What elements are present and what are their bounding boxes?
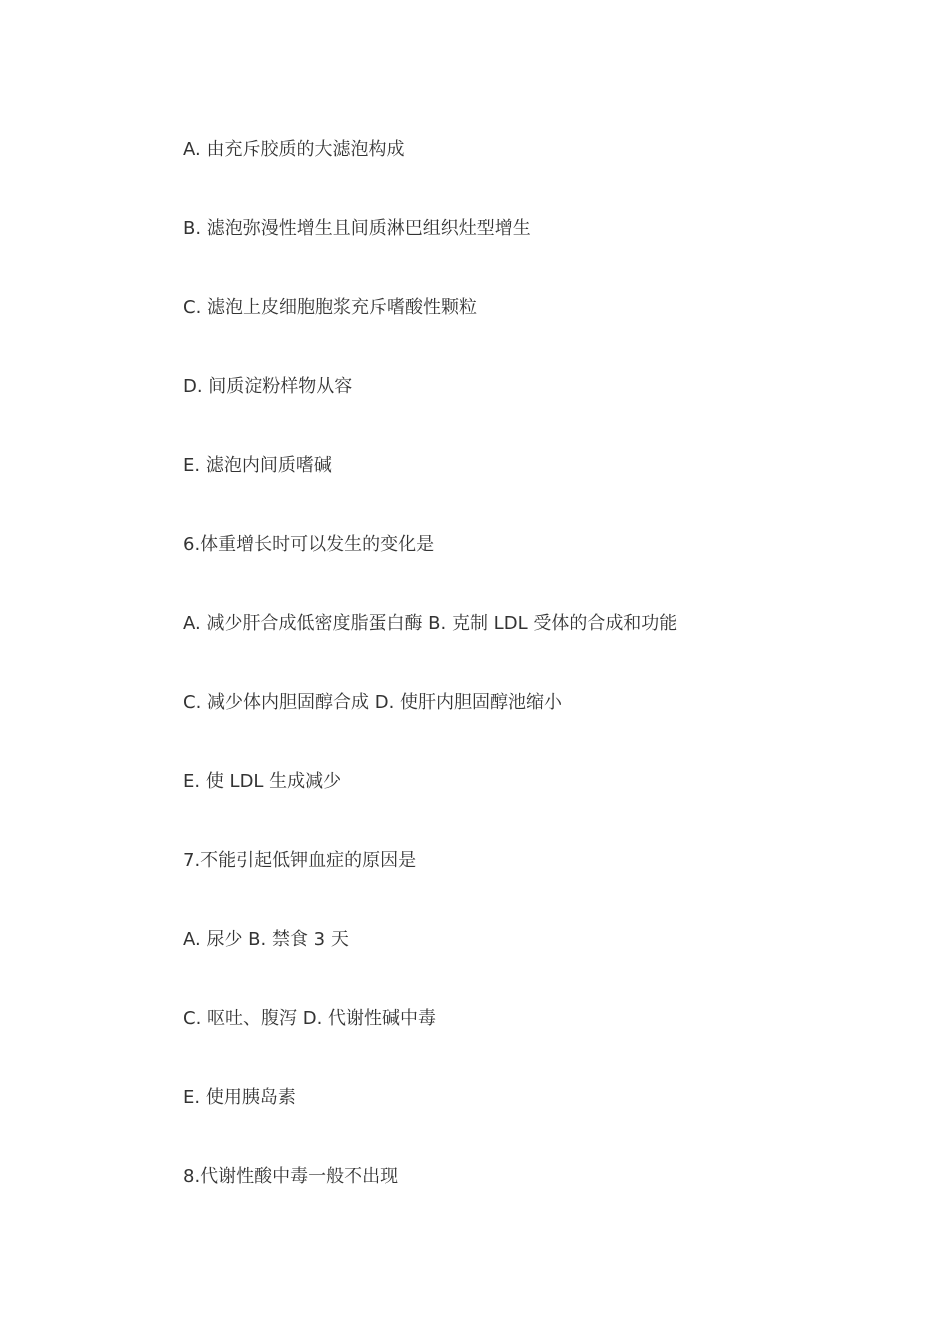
question-7-option-e: E. 使用胰岛素 <box>183 1087 296 1108</box>
question-6-title: 6.体重增长时可以发生的变化是 <box>183 534 435 555</box>
question-6-options-cd: C. 减少体内胆固醇合成 D. 使肝内胆固醇池缩小 <box>183 692 563 713</box>
question-6-option-e: E. 使 LDL 生成减少 <box>183 771 342 792</box>
document-body <box>183 136 883 1242</box>
question-6-options-ab: A. 减少肝合成低密度脂蛋白酶 B. 克制 LDL 受体的合成和功能 <box>183 613 678 634</box>
option-e-text: E. 滤泡内间质嗜碱 <box>183 455 332 476</box>
option-a-text: A. 由充斥胶质的大滤泡构成 <box>183 139 405 160</box>
option-b-text: B. 滤泡弥漫性增生且间质淋巴组织灶型增生 <box>183 218 531 239</box>
option-d-text: D. 间质淀粉样物从容 <box>183 376 353 397</box>
question-7-options-ab: A. 尿少 B. 禁食 3 天 <box>183 929 349 950</box>
question-7-title: 7.不能引起低钾血症的原因是 <box>183 850 417 871</box>
option-c-text: C. 滤泡上皮细胞胞浆充斥嗜酸性颗粒 <box>183 297 478 318</box>
question-8-title: 8.代谢性酸中毒一般不出现 <box>183 1166 399 1187</box>
question-7-options-cd: C. 呕吐、腹泻 D. 代谢性碱中毒 <box>183 1008 437 1029</box>
